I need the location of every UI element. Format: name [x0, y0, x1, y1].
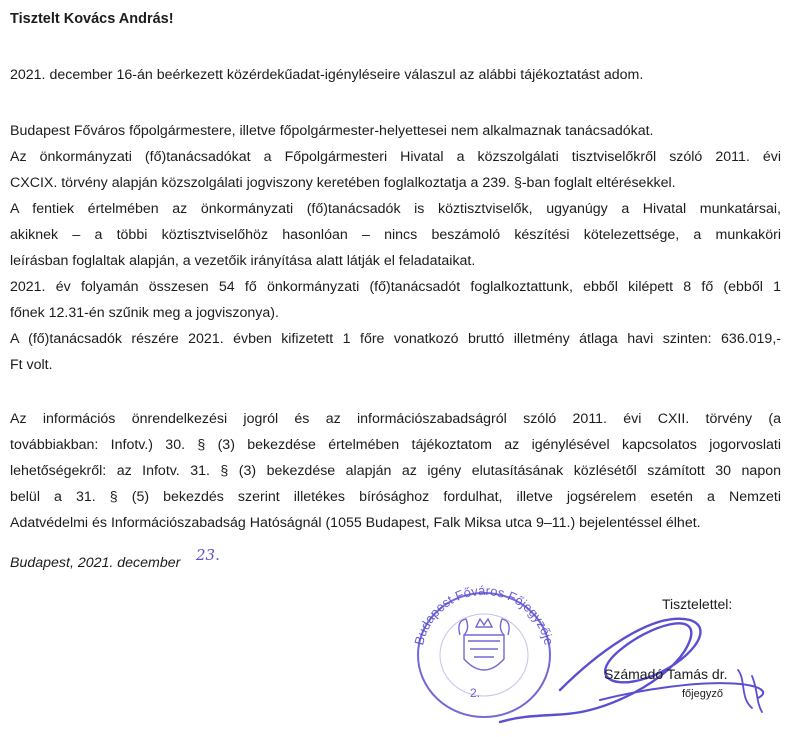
- body-line: 2021. év folyamán összesen 54 fő önkormányzati (fő)tanácsadót foglalkoztattunk, ebből kilépett 8 fő (ebből 1: [10, 279, 781, 295]
- stamp-text: Budapest Főváros Főjegyzője: [411, 582, 557, 647]
- signer-name: Számadó Tamás dr.: [604, 666, 728, 682]
- body-line: főnek 12.31-én szűnik meg a jogviszonya).: [10, 305, 279, 321]
- body-line: CXCIX. törvény alapján közszolgálati jogviszony keretében foglalkoztatja a 239. §-ban foglalt eltérésekkel.: [10, 175, 676, 191]
- body-line: Ft volt.: [10, 357, 53, 373]
- stamp-number: 2.: [470, 686, 481, 700]
- salutation: Tisztelt Kovács András!: [10, 11, 174, 27]
- legal-line: Az információs önrendelkezési jogról és az információszabadságról szóló 2011. évi CXII. törvény (a: [10, 411, 781, 427]
- place-date: Budapest, 2021. december: [10, 555, 181, 571]
- handwritten-date-day: 23.: [196, 546, 220, 564]
- body-line: akiknek – a többi köztisztviselőhöz hasonlóan – nincs beszámoló készítési kötelezettsége, a munkaköri: [10, 227, 781, 243]
- legal-line: továbbiakban: Infotv.) 30. § (3) bekezdése értelmében tájékoztatom az igénylésével kapcsolatos jogorvoslati: [10, 437, 781, 453]
- legal-line: belül a 31. § (5) bekezdés szerint illetékes bírósághoz fordulhat, illetve jogsérelem esetén a Nemzeti: [10, 489, 781, 505]
- body-line: Az önkormányzati (fő)tanácsadókat a Főpolgármesteri Hivatal a közszolgálati tisztviselőkről szóló 2011. évi: [10, 149, 781, 165]
- body-line: Budapest Főváros főpolgármestere, illetve főpolgármester-helyettesei nem alkalmaznak tanácsadókat.: [10, 123, 654, 139]
- intro-paragraph: 2021. december 16-án beérkezett közérdekűadat-igényléseire válaszul az alábbi tájékoztatást adom.: [10, 67, 644, 83]
- signer-title: főjegyző: [682, 688, 723, 700]
- body-line: A (fő)tanácsadók részére 2021. évben kifizetett 1 főre vonatkozó bruttó illetmény átlaga havi szinten: 636.019,-: [10, 331, 781, 347]
- legal-line: Adatvédelmi és Információszabadság Hatóságnál (1055 Budapest, Falk Miksa utca 9–11.) bejelentéssel élhet.: [10, 515, 701, 531]
- body-line: leírásban foglaltak alapján, a vezetőik irányítása alatt látják el feladataikat.: [10, 253, 476, 269]
- legal-line: lehetőségekről: az Infotv. 31. § (3) bekezdése alapján az igény elutasításának közlésétől számított 30 napon: [10, 463, 781, 479]
- body-line: A fentiek értelmében az önkormányzati (fő)tanácsadók is köztisztviselők, ugyanúgy a Hivatal munkatársai,: [10, 201, 781, 217]
- closing-greeting: Tisztelettel:: [662, 596, 733, 612]
